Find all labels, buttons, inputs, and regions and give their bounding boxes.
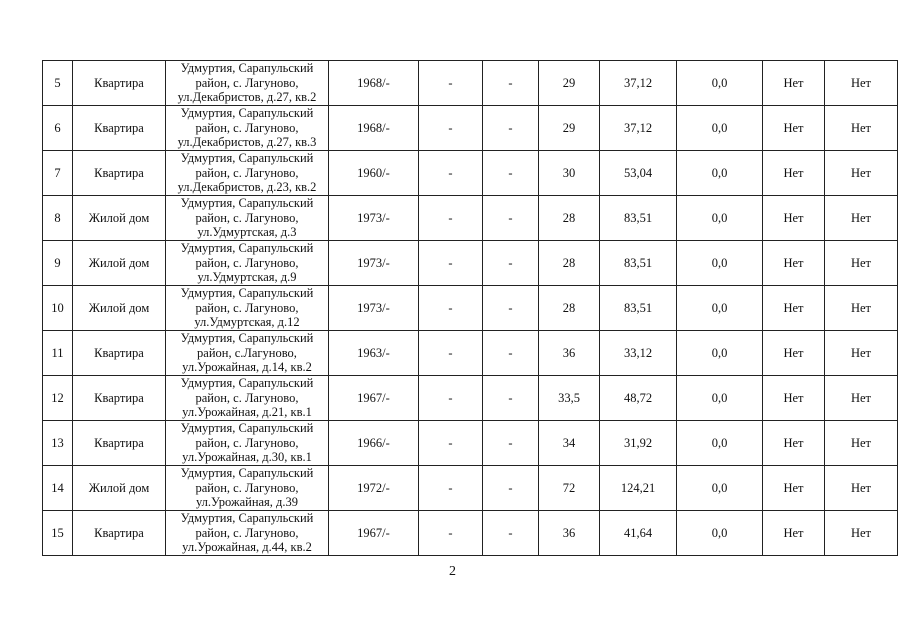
year-cell: 1963/- bbox=[329, 331, 419, 376]
dash-cell: - bbox=[419, 511, 483, 556]
table-row bbox=[43, 421, 898, 466]
flag-cell: Нет bbox=[825, 376, 898, 421]
dash-cell: - bbox=[483, 286, 539, 331]
address-cell: Удмуртия, Сарапульский район, с. Лагуново, ул.Декабристов, д.27, кв.3 bbox=[166, 106, 329, 151]
value-cell: 28 bbox=[539, 286, 600, 331]
address-cell: Удмуртия, Сарапульский район, с. Лагуново, ул.Удмуртская, д.12 bbox=[166, 286, 329, 331]
value-cell: 29 bbox=[539, 106, 600, 151]
flag-cell: Нет bbox=[825, 421, 898, 466]
flag-cell: Нет bbox=[763, 106, 825, 151]
year-cell: 1973/- bbox=[329, 286, 419, 331]
zero-value-cell: 0,0 bbox=[677, 376, 763, 421]
flag-cell: Нет bbox=[763, 331, 825, 376]
year-cell: 1972/- bbox=[329, 466, 419, 511]
area-cell: 124,21 bbox=[600, 466, 677, 511]
table-row bbox=[43, 61, 898, 106]
value-cell: 36 bbox=[539, 511, 600, 556]
flag-cell: Нет bbox=[825, 61, 898, 106]
area-cell: 41,64 bbox=[600, 511, 677, 556]
year-cell: 1960/- bbox=[329, 151, 419, 196]
year-cell: 1966/- bbox=[329, 421, 419, 466]
property-type-cell: Квартира bbox=[73, 151, 166, 196]
value-cell: 34 bbox=[539, 421, 600, 466]
year-cell: 1968/- bbox=[329, 61, 419, 106]
value-cell: 33,5 bbox=[539, 376, 600, 421]
address-cell: Удмуртия, Сарапульский район, с. Лагуново, ул.Удмуртская, д.9 bbox=[166, 241, 329, 286]
flag-cell: Нет bbox=[763, 376, 825, 421]
zero-value-cell: 0,0 bbox=[677, 421, 763, 466]
flag-cell: Нет bbox=[825, 106, 898, 151]
flag-cell: Нет bbox=[825, 241, 898, 286]
dash-cell: - bbox=[483, 106, 539, 151]
area-cell: 83,51 bbox=[600, 286, 677, 331]
area-cell: 48,72 bbox=[600, 376, 677, 421]
flag-cell: Нет bbox=[825, 151, 898, 196]
address-cell: Удмуртия, Сарапульский район, с. Лагуново, ул.Урожайная, д.30, кв.1 bbox=[166, 421, 329, 466]
table-body bbox=[43, 61, 898, 556]
row-number-cell: 14 bbox=[43, 466, 73, 511]
dash-cell: - bbox=[419, 61, 483, 106]
year-cell: 1967/- bbox=[329, 511, 419, 556]
dash-cell: - bbox=[483, 196, 539, 241]
zero-value-cell: 0,0 bbox=[677, 151, 763, 196]
dash-cell: - bbox=[419, 241, 483, 286]
row-number-cell: 5 bbox=[43, 61, 73, 106]
zero-value-cell: 0,0 bbox=[677, 466, 763, 511]
address-cell: Удмуртия, Сарапульский район, с. Лагуново, ул.Урожайная, д.44, кв.2 bbox=[166, 511, 329, 556]
row-number-cell: 7 bbox=[43, 151, 73, 196]
flag-cell: Нет bbox=[763, 466, 825, 511]
zero-value-cell: 0,0 bbox=[677, 331, 763, 376]
zero-value-cell: 0,0 bbox=[677, 241, 763, 286]
area-cell: 53,04 bbox=[600, 151, 677, 196]
dash-cell: - bbox=[483, 466, 539, 511]
flag-cell: Нет bbox=[825, 331, 898, 376]
row-number-cell: 10 bbox=[43, 286, 73, 331]
property-type-cell: Квартира bbox=[73, 106, 166, 151]
zero-value-cell: 0,0 bbox=[677, 106, 763, 151]
dash-cell: - bbox=[419, 331, 483, 376]
row-number-cell: 11 bbox=[43, 331, 73, 376]
property-type-cell: Жилой дом bbox=[73, 196, 166, 241]
value-cell: 72 bbox=[539, 466, 600, 511]
dash-cell: - bbox=[419, 106, 483, 151]
year-cell: 1973/- bbox=[329, 196, 419, 241]
value-cell: 28 bbox=[539, 196, 600, 241]
area-cell: 37,12 bbox=[600, 106, 677, 151]
dash-cell: - bbox=[419, 151, 483, 196]
page-number: 2 bbox=[449, 564, 456, 579]
year-cell: 1967/- bbox=[329, 376, 419, 421]
dash-cell: - bbox=[419, 466, 483, 511]
table-row bbox=[43, 196, 898, 241]
area-cell: 31,92 bbox=[600, 421, 677, 466]
dash-cell: - bbox=[419, 376, 483, 421]
property-type-cell: Квартира bbox=[73, 421, 166, 466]
table-row bbox=[43, 241, 898, 286]
zero-value-cell: 0,0 bbox=[677, 196, 763, 241]
property-type-cell: Квартира bbox=[73, 511, 166, 556]
dash-cell: - bbox=[419, 421, 483, 466]
value-cell: 28 bbox=[539, 241, 600, 286]
dash-cell: - bbox=[419, 286, 483, 331]
table-row bbox=[43, 286, 898, 331]
row-number-cell: 8 bbox=[43, 196, 73, 241]
row-number-cell: 12 bbox=[43, 376, 73, 421]
address-cell: Удмуртия, Сарапульский район, с. Лагуново, ул.Декабристов, д.23, кв.2 bbox=[166, 151, 329, 196]
table-row bbox=[43, 376, 898, 421]
address-cell: Удмуртия, Сарапульский район, с. Лагуново, ул.Урожайная, д.21, кв.1 bbox=[166, 376, 329, 421]
dash-cell: - bbox=[483, 331, 539, 376]
year-cell: 1973/- bbox=[329, 241, 419, 286]
table-row bbox=[43, 151, 898, 196]
dash-cell: - bbox=[483, 241, 539, 286]
area-cell: 83,51 bbox=[600, 196, 677, 241]
dash-cell: - bbox=[483, 151, 539, 196]
property-type-cell: Жилой дом bbox=[73, 241, 166, 286]
row-number-cell: 13 bbox=[43, 421, 73, 466]
property-type-cell: Жилой дом bbox=[73, 286, 166, 331]
property-type-cell: Квартира bbox=[73, 61, 166, 106]
flag-cell: Нет bbox=[763, 61, 825, 106]
flag-cell: Нет bbox=[825, 196, 898, 241]
property-type-cell: Квартира bbox=[73, 331, 166, 376]
flag-cell: Нет bbox=[825, 286, 898, 331]
flag-cell: Нет bbox=[763, 241, 825, 286]
row-number-cell: 15 bbox=[43, 511, 73, 556]
property-table bbox=[42, 60, 898, 556]
area-cell: 83,51 bbox=[600, 241, 677, 286]
dash-cell: - bbox=[483, 511, 539, 556]
value-cell: 36 bbox=[539, 331, 600, 376]
flag-cell: Нет bbox=[763, 511, 825, 556]
flag-cell: Нет bbox=[763, 286, 825, 331]
flag-cell: Нет bbox=[763, 151, 825, 196]
table-row bbox=[43, 466, 898, 511]
address-cell: Удмуртия, Сарапульский район, с. Лагуново, ул.Декабристов, д.27, кв.2 bbox=[166, 61, 329, 106]
zero-value-cell: 0,0 bbox=[677, 61, 763, 106]
area-cell: 37,12 bbox=[600, 61, 677, 106]
property-type-cell: Жилой дом bbox=[73, 466, 166, 511]
zero-value-cell: 0,0 bbox=[677, 286, 763, 331]
dash-cell: - bbox=[483, 376, 539, 421]
row-number-cell: 9 bbox=[43, 241, 73, 286]
table-row bbox=[43, 331, 898, 376]
year-cell: 1968/- bbox=[329, 106, 419, 151]
address-cell: Удмуртия, Сарапульский район, с. Лагуново, ул.Урожайная, д.39 bbox=[166, 466, 329, 511]
flag-cell: Нет bbox=[825, 466, 898, 511]
dash-cell: - bbox=[483, 421, 539, 466]
table-row bbox=[43, 106, 898, 151]
address-cell: Удмуртия, Сарапульский район, с. Лагуново, ул.Удмуртская, д.3 bbox=[166, 196, 329, 241]
area-cell: 33,12 bbox=[600, 331, 677, 376]
dash-cell: - bbox=[419, 196, 483, 241]
property-type-cell: Квартира bbox=[73, 376, 166, 421]
value-cell: 29 bbox=[539, 61, 600, 106]
value-cell: 30 bbox=[539, 151, 600, 196]
table-row bbox=[43, 511, 898, 556]
dash-cell: - bbox=[483, 61, 539, 106]
zero-value-cell: 0,0 bbox=[677, 511, 763, 556]
flag-cell: Нет bbox=[763, 421, 825, 466]
row-number-cell: 6 bbox=[43, 106, 73, 151]
address-cell: Удмуртия, Сарапульский район, с.Лагуново, ул.Урожайная, д.14, кв.2 bbox=[166, 331, 329, 376]
flag-cell: Нет bbox=[825, 511, 898, 556]
flag-cell: Нет bbox=[763, 196, 825, 241]
